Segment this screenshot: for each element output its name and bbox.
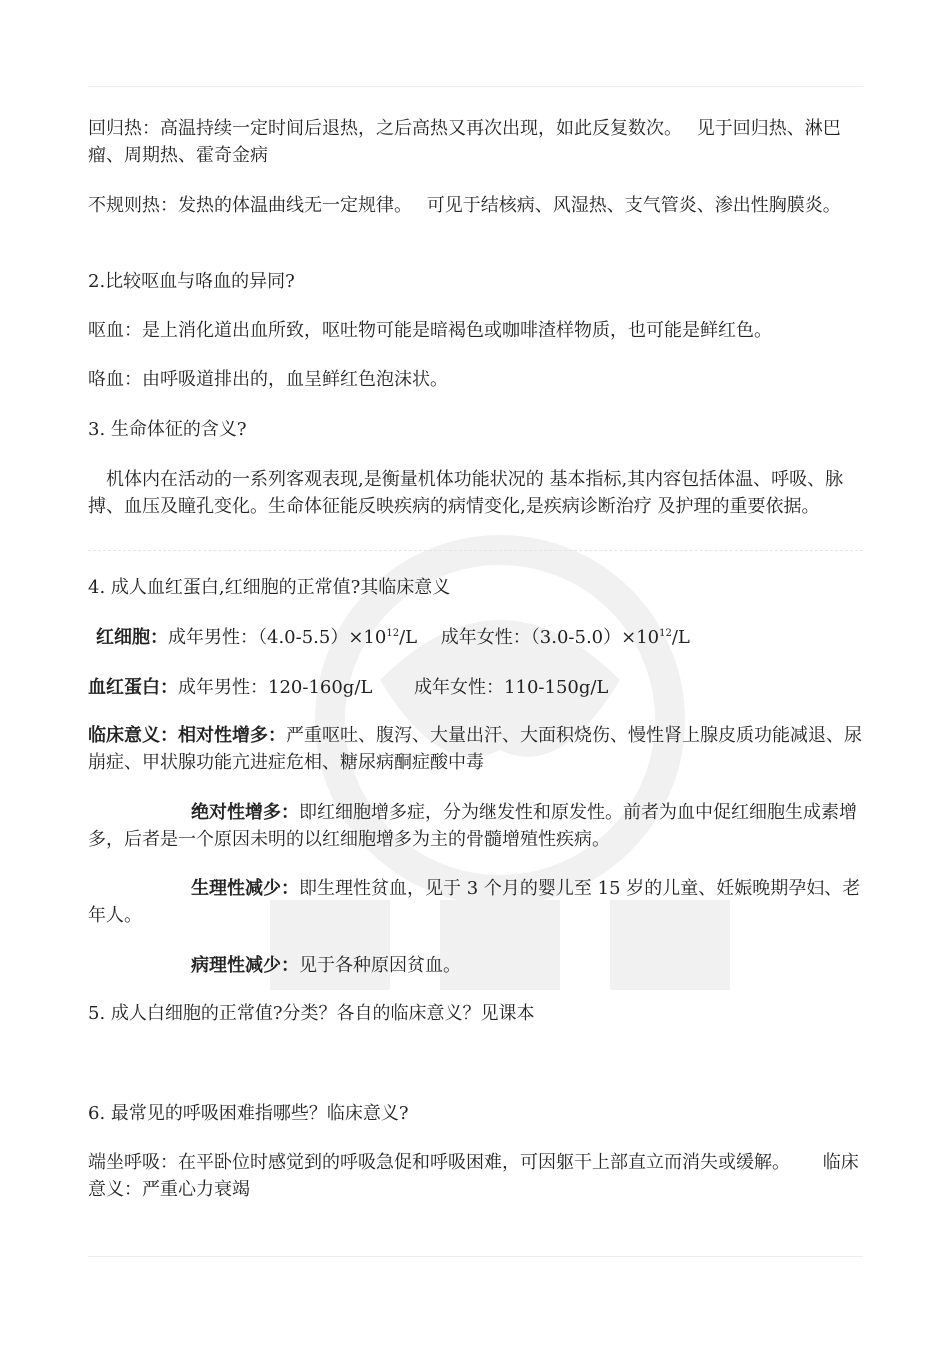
question-2-title: 2.比较呕血与咯血的异同?	[88, 271, 295, 292]
relative-increase-text	[88, 722, 863, 776]
pathological-decrease-body: 见于各种原因贫血。	[299, 955, 461, 976]
hemoptysis-text: 咯血：由呼吸道排出的，血呈鲜红色泡沫状。	[88, 369, 448, 390]
absolute-increase-label: 绝对性增多：	[191, 802, 299, 823]
rbc-values	[88, 624, 863, 651]
rbc-exponent: 12	[386, 628, 400, 639]
physiological-decrease-body: 即生理性贫血，见于 3 个月的婴儿至 15 岁的儿童、妊娠晚期孕妇、老年人。	[88, 878, 861, 926]
question-6-title: 6. 最常见的呼吸困难指哪些？临床意义?	[88, 1103, 409, 1124]
relative-increase-label: 相对性增多：	[178, 725, 286, 746]
physiological-decrease-label: 生理性减少：	[191, 878, 299, 899]
section-divider	[88, 550, 863, 551]
absolute-increase-text	[88, 799, 863, 853]
vital-signs-text: 机体内在活动的一系列客观表现,是衡量机体功能状况的 基本指标,其内容包括体温、呼吸、脉 搏、血压及瞳孔变化。生命体征能反映疾病的病情变化,是疾病诊断治疗 及护理的重要依据。	[88, 469, 844, 517]
hemoglobin-text: 成年男性：120-160g/L 成年女性：110-150g/L	[178, 677, 609, 698]
rbc-male: 成年男性：（4.0-5.5）×10	[168, 627, 387, 648]
physiological-decrease-text	[88, 875, 863, 929]
question-3-title: 3. 生命体征的含义?	[88, 419, 247, 440]
clinical-significance-label: 临床意义：	[88, 725, 178, 746]
hematemesis-text: 呕血：是上消化道出血所致，呕吐物可能是暗褐色或咖啡渣样物质，也可能是鲜红色。	[88, 320, 772, 341]
rbc-label: 红细胞：	[96, 627, 168, 648]
irregular-fever-text: 不规则热：发热的体温曲线无一定规律。 可见于结核病、风湿热、支气管炎、渗出性胸膜炎。	[88, 195, 841, 216]
question-4-title: 4. 成人血红蛋白,红细胞的正常值?其临床意义	[88, 577, 451, 598]
top-rule	[88, 86, 863, 87]
question-5-title: 5. 成人白细胞的正常值?分类？各自的临床意义？见课本	[88, 1003, 535, 1024]
hemoglobin-values	[88, 674, 863, 701]
bottom-rule	[88, 1256, 863, 1257]
relapsing-fever-text: 回归热：高温持续一定时间后退热，之后高热又再次出现，如此反复数次。 见于回归热、淋巴瘤、周期热、霍奇金病	[88, 118, 841, 166]
hemoglobin-label: 血红蛋白：	[88, 677, 178, 698]
pathological-decrease-text	[88, 952, 863, 979]
relative-increase-body: 严重呕吐、腹泻、大量出汗、大面积烧伤、慢性肾上腺皮质功能减退、尿崩症、甲状腺功能亢进症危相、糖尿病酮症酸中毒	[88, 725, 862, 773]
pathological-decrease-label: 病理性减少：	[191, 955, 299, 976]
absolute-increase-body: 即红细胞增多症，分为继发性和原发性。前者为血中促红细胞生成素增多，后者是一个原因未明的以红细胞增多为主的骨髓增殖性疾病。	[88, 802, 857, 850]
rbc-exponent-2: 12	[659, 628, 672, 639]
orthopnea-text: 端坐呼吸：在平卧位时感觉到的呼吸急促和呼吸困难，可因躯干上部直立而消失或缓解。 临床意义：严重心力衰竭	[88, 1152, 859, 1200]
rbc-unit: /L	[671, 627, 690, 648]
rbc-female: /L 成年女性：（3.0-5.0）×10	[399, 627, 660, 648]
